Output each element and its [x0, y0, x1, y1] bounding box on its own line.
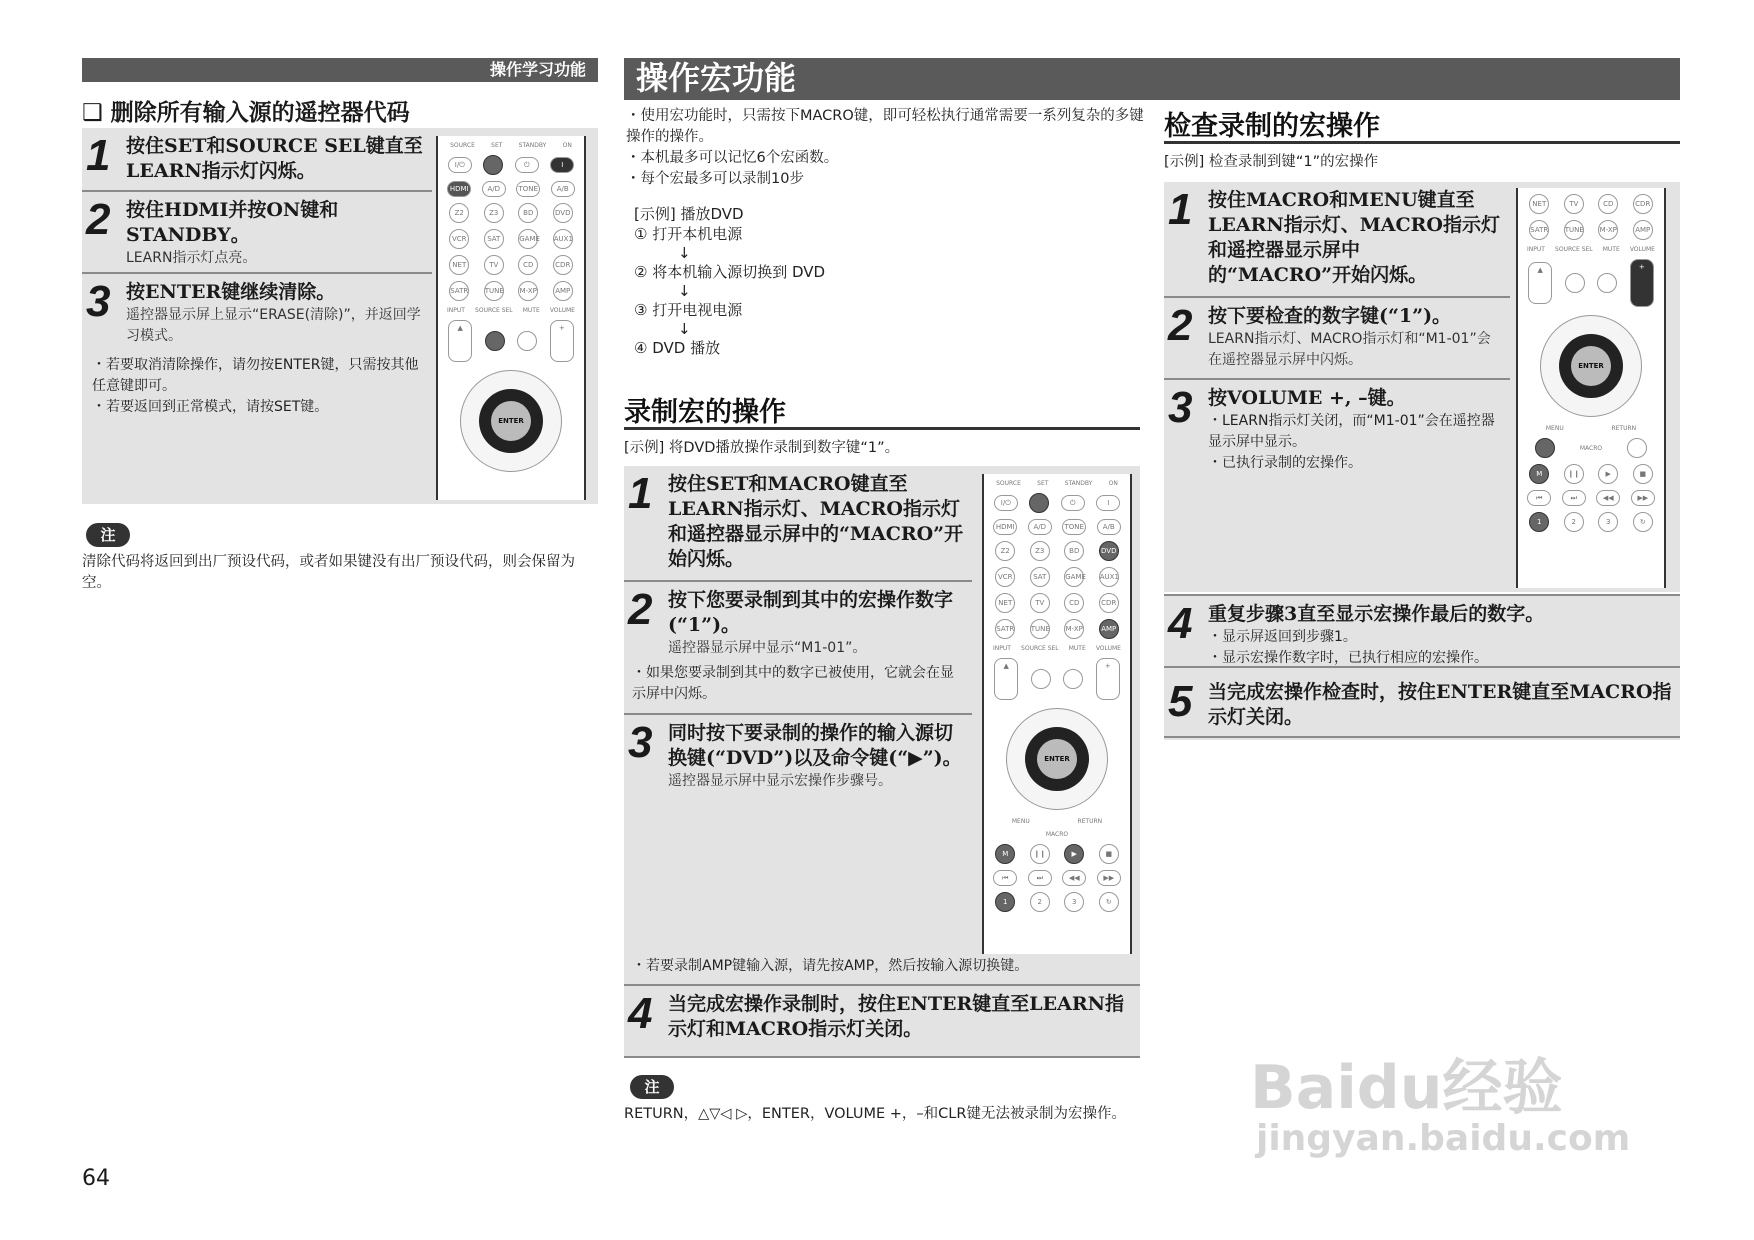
record-step-1 [624, 466, 972, 582]
check-step-5 [1164, 668, 1680, 738]
remote-illustration-right: NET TV CD CDR SATR TUNE M-XP AMP INPUT SOURCE SEL MUTE VOLUME ▲ + ENTER MENU RETURN MACRO M ❙❙ ▶ ■ ⏮ ⏭ ◀◀ ▶▶ 1 2 3 ↻ [1516, 188, 1666, 588]
left-bullet-1: ・若要取消清除操作，请勿按ENTER键，只需按其他任意键即可。 [92, 357, 419, 394]
amp-bullet: ・若要录制AMP键输入源，请先按AMP，然后按输入源切换键。 [632, 958, 1029, 974]
dpad-icon: ENTER [1540, 315, 1642, 417]
check-step-4-bullet-1: ・显示屏返回到步骤1。 [1208, 629, 1357, 645]
check-steps-box-2 [1164, 594, 1680, 740]
step-normal-text: 遥控器显示屏上显示“ERASE(清除)”，并返回学习模式。 [126, 307, 421, 344]
step-number: 3 [1168, 383, 1193, 432]
sequence-step-2: ② 将本机输入源切换到 DVD [634, 263, 826, 281]
step-number: 2 [628, 585, 653, 634]
check-step-3 [1164, 380, 1510, 482]
header-big: 操作宏功能 [624, 58, 1680, 100]
step-number: 1 [628, 469, 653, 518]
left-note-label: 注 [86, 523, 130, 547]
step-normal-text: 遥控器显示屏中显示“M1-01”。 [668, 640, 867, 656]
remote-illustration-middle: SOURCE SET STANDBY ON I/⏻ ⏻ I HDMI A/D TONE A/B Z2 Z3 BD DVD VCR SAT GAME AUX1 NET TV CD CDR SATR TUNE M-XP AMP INPUT SOURCE SEL MUTE VOLUME ▲ + ENTER MENU RETURN MACRO M ❙❙ ▶ ■ ⏮ ⏭ ◀◀ ▶▶ 1 2 3 ↻ [982, 474, 1132, 954]
intro-bullet-2: ・本机最多可以记忆6个宏函数。 [626, 150, 839, 166]
remote-illustration-left: SOURCE SET STANDBY ON I/⏻ ⏻ I HDMI A/D TONE A/B Z2 Z3 BD DVD VCR SAT GAME AUX1 NET TV CD CDR SATR TUNE M-XP AMP INPUT SOURCE SEL MUTE VOLUME ▲ + ENTER [436, 136, 586, 500]
step-number: 2 [86, 195, 111, 244]
intro-bullet-3: ・每个宏最多可以录制10步 [626, 171, 804, 187]
step-bold-text: 按住SET和MACRO键直至LEARN指示灯、MACRO指示灯和遥控器显示屏中的“MACRO”开始闪烁。 [668, 473, 964, 570]
example-sequence [634, 204, 954, 358]
sequence-arrow: ↓ [678, 282, 691, 300]
middle-note-label: 注 [630, 1075, 674, 1099]
record-step-2-bullet: ・如果您要录制到其中的数字已被使用，它就会在显示屏中闪烁。 [624, 661, 972, 715]
left-section-title: ❑ 删除所有输入源的遥控器代码 [82, 100, 410, 126]
step-bold-text: 按下您要录制到其中的宏操作数字(“1”)。 [668, 589, 954, 636]
record-step-3 [624, 715, 972, 800]
check-step-2 [1164, 298, 1510, 380]
record-step-2 [624, 582, 972, 661]
check-section-example: [示例] 检查录制到键“1”的宏操作 [1164, 154, 1379, 170]
record-step-4 [624, 984, 1140, 1058]
step-bold-text: 按住HDMI并按ON键和STANDBY。 [126, 199, 339, 246]
sequence-step-1: ① 打开本机电源 [634, 225, 743, 243]
step-bold-text: 按住SET和SOURCE SEL键直至LEARN指示灯闪烁。 [126, 135, 423, 182]
step-number: 1 [1168, 185, 1193, 234]
step-bold-text: 按住MACRO和MENU键直至LEARN指示灯、MACRO指示灯和遥控器显示屏中的“MACRO”开始闪烁。 [1208, 189, 1500, 286]
example-label: [示例] 播放DVD [634, 205, 744, 223]
step-bold-text: 同时按下要录制的操作的输入源切换键(“DVD”)以及命令键(“▶”)。 [668, 722, 962, 769]
check-step-4 [1164, 596, 1680, 668]
step-bold-text: 按ENTER键继续清除。 [126, 281, 336, 303]
dpad-icon: ENTER [460, 370, 562, 472]
step-number: 5 [1168, 677, 1193, 726]
check-step-1 [1164, 182, 1510, 298]
sequence-arrow: ↓ [678, 320, 691, 338]
dpad-icon: ENTER [1006, 708, 1108, 810]
step-number: 3 [86, 277, 111, 326]
watermark-logo: Baidu经验 [1250, 1053, 1563, 1123]
step-bold-text: 按VOLUME +, –键。 [1208, 387, 1406, 409]
step-normal-text: LEARN指示灯、MACRO指示灯和“M1-01”会在遥控器显示屏中闪烁。 [1208, 331, 1491, 368]
step-number: 4 [628, 989, 653, 1038]
header-small: 操作学习功能 [82, 58, 598, 82]
step-normal-text: LEARN指示灯点亮。 [126, 250, 257, 266]
watermark-url: jingyan.baidu.com [1256, 1118, 1631, 1159]
step-bold-text: 重复步骤3直至显示宏操作最后的数字。 [1208, 603, 1545, 625]
check-step-4-bullet-2: ・显示宏操作数字时，已执行相应的宏操作。 [1208, 650, 1488, 666]
step-bold-text: 当完成宏操作检查时，按住ENTER键直至MACRO指示灯关闭。 [1208, 681, 1672, 728]
step-bold-text: 当完成宏操作录制时，按住ENTER键直至LEARN指示灯和MACRO指示灯关闭。 [668, 993, 1125, 1040]
sequence-step-4: ④ DVD 播放 [634, 339, 721, 357]
step-number: 4 [1168, 599, 1193, 648]
macro-intro [626, 106, 1146, 190]
page-number: 64 [82, 1166, 110, 1191]
left-bullet-2: ・若要返回到正常模式，请按SET键。 [92, 399, 329, 415]
step-bold-text: 按下要检查的数字键(“1”)。 [1208, 305, 1452, 327]
check-step-3-bullet-1: ・LEARN指示灯关闭，而“M1-01”会在遥控器显示屏中显示。 [1208, 413, 1495, 450]
record-section-title: 录制宏的操作 [624, 390, 1140, 430]
step-normal-text: 遥控器显示屏中显示宏操作步骤号。 [668, 773, 892, 789]
left-step-1 [82, 128, 432, 192]
sequence-arrow: ↓ [678, 244, 691, 262]
step-number: 1 [86, 131, 111, 180]
record-section-example: [示例] 将DVD播放操作录制到数字键“1”。 [624, 440, 900, 456]
check-section-title: 检查录制的宏操作 [1164, 104, 1680, 144]
middle-note-text: RETURN，△▽◁ ▷，ENTER，VOLUME +，–和CLR键无法被录制为宏操作。 [624, 1106, 1126, 1122]
check-step-3-bullet-2: ・已执行录制的宏操作。 [1208, 455, 1362, 471]
left-step-3 [82, 274, 432, 355]
left-note-text: 清除代码将返回到出厂预设代码，或者如果键没有出厂预设代码，则会保留为空。 [82, 554, 575, 591]
left-step-2 [82, 192, 432, 274]
sequence-step-3: ③ 打开电视电源 [634, 301, 743, 319]
intro-bullet-1: ・使用宏功能时，只需按下MACRO键，即可轻松执行通常需要一系列复杂的多键操作的操作。 [626, 108, 1144, 145]
step-number: 3 [628, 718, 653, 767]
step-number: 2 [1168, 301, 1193, 350]
